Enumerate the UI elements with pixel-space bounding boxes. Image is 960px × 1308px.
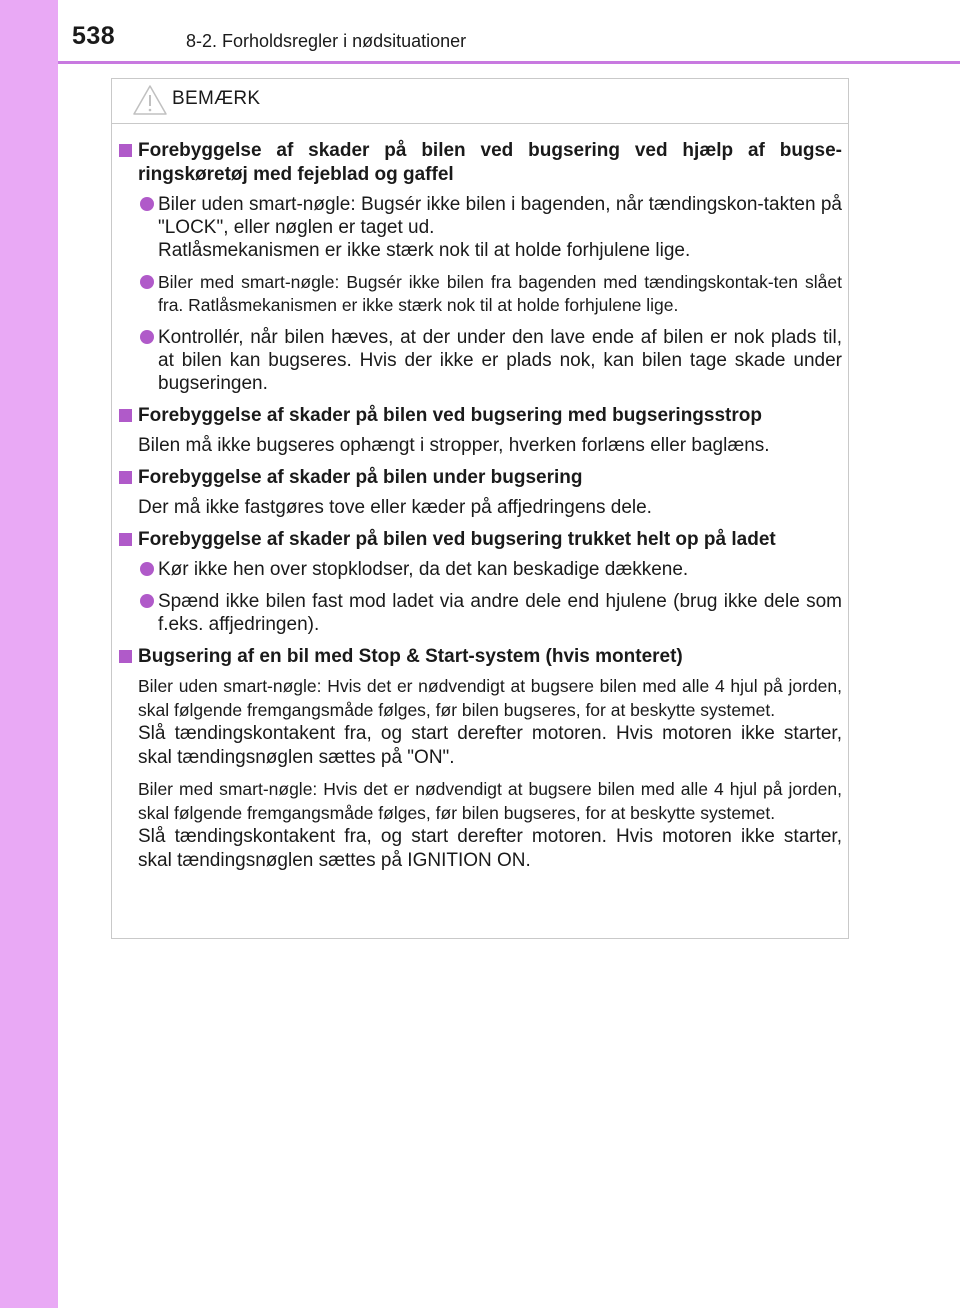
list-item: Kontrollér, når bilen hæves, at der under den lave ende af bilen er nok plads til, at bilen kan bugseres. Hvis der ikke er plads nok, kan bilen tage skade under bugseringen. — [118, 326, 842, 395]
list-item-continuation: Ratlåsmekanismen er ikke stærk nok til at holde forhjulene lige. — [158, 240, 691, 261]
header-rule — [58, 61, 960, 64]
section-heading — [118, 404, 842, 428]
section-heading-text: Forebyggelse af skader på bilen under bugsering — [138, 467, 583, 488]
square-bullet-icon — [119, 144, 132, 157]
section-heading — [118, 528, 842, 552]
page-number: 538 — [72, 22, 116, 50]
section-heading-text: Bugsering af en bil med Stop & Start-system (hvis monteret) — [138, 646, 683, 667]
notice-content — [112, 139, 850, 881]
circle-bullet-icon — [140, 275, 154, 289]
notice-label: BEMÆRK — [172, 88, 261, 109]
list-item: Biler med smart-nøgle: Bugsér ikke bilen fra bagenden med tændingskontak-ten slået fra. Ratlåsmekanismen er ikke stærk nok til at holde forhjulene lige. — [118, 271, 842, 317]
section-heading — [118, 645, 842, 669]
paragraph: Slå tændingskontakent fra, og start derefter motoren. Hvis motoren ikke starter, skal tændingsnøglen sættes på "ON". — [138, 723, 842, 768]
square-bullet-icon — [119, 650, 132, 663]
circle-bullet-icon — [140, 562, 154, 576]
section-heading-text: Forebyggelse af skader på bilen ved bugsering ved hjælp af bugse-ringskøretøj med fejeblad og gaffel — [138, 140, 842, 185]
list-item: Spænd ikke bilen fast mod ladet via andre dele end hjulene (brug ikke dele som f.eks. affjedringen). — [118, 590, 842, 636]
chapter-side-tab — [0, 0, 58, 1308]
square-bullet-icon — [119, 409, 132, 422]
paragraph: Slå tændingskontakent fra, og start derefter motoren. Hvis motoren ikke starter, skal tændingsnøglen sættes på IGNITION ON. — [138, 826, 842, 871]
square-bullet-icon — [119, 471, 132, 484]
section-heading — [118, 466, 842, 490]
section-heading — [118, 139, 842, 187]
notice-header — [112, 79, 848, 124]
list-item: Biler uden smart-nøgle: Bugsér ikke bilen i bagenden, når tændingskon-takten på "LOCK", eller nøglen er taget ud. — [118, 193, 842, 239]
warning-triangle-icon — [132, 84, 168, 116]
circle-bullet-icon — [140, 594, 154, 608]
paragraph: Der må ikke fastgøres tove eller kæder på affjedringens dele. — [138, 497, 652, 518]
paragraph: Biler med smart-nøgle: Hvis det er nødvendigt at bugsere bilen med alle 4 hjul på jorden, skal følgende fremgangsmåde følges, før bilen bugseres, for at beskytte systemet. — [138, 779, 842, 823]
square-bullet-icon — [119, 533, 132, 546]
notice-box — [111, 78, 849, 939]
paragraph: Biler uden smart-nøgle: Hvis det er nødvendigt at bugsere bilen med alle 4 hjul på jorden, skal følgende fremgangsmåde følges, før bilen bugseres, for at beskytte systemet. — [138, 676, 842, 720]
section-heading-text: Forebyggelse af skader på bilen ved bugsering trukket helt op på ladet — [138, 529, 776, 550]
section-heading-text: Forebyggelse af skader på bilen ved bugsering med bugseringsstrop — [138, 405, 762, 426]
paragraph: Bilen må ikke bugseres ophængt i stropper, hverken forlæns eller baglæns. — [138, 435, 770, 456]
section-title: 8-2. Forholdsregler i nødsituationer — [186, 31, 467, 51]
list-item: Kør ikke hen over stopklodser, da det kan beskadige dækkene. — [118, 558, 842, 581]
circle-bullet-icon — [140, 330, 154, 344]
circle-bullet-icon — [140, 197, 154, 211]
